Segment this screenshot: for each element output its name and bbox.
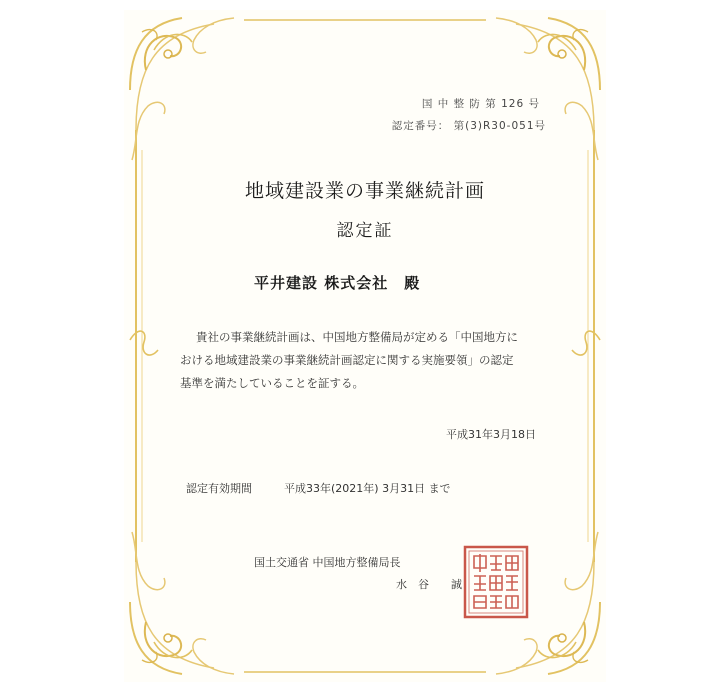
body-line-2: おける地域建設業の事業継続計画認定に関する実施要領」の認定 xyxy=(180,353,514,367)
body-line-3: 基準を満たしていることを証する。 xyxy=(180,376,364,390)
issuer-name: 水 谷 誠 xyxy=(396,578,462,591)
reference-number: 国 中 整 防 第 126 号 xyxy=(421,98,540,110)
certification-number: 認定番号： 第(3)R30-051号 xyxy=(391,120,546,132)
validity-period: 平成33年(2021年) 3月31日 まで xyxy=(284,482,451,495)
issue-date: 平成31年3月18日 xyxy=(446,428,536,441)
certificate xyxy=(124,10,606,682)
certificate-subtitle: 認定証 xyxy=(336,221,394,241)
recipient-name: 平井建設 株式会社 殿 xyxy=(254,274,421,292)
validity-label: 認定有効期間 xyxy=(186,482,252,495)
issuer-organization: 国土交通省 中国地方整備局長 xyxy=(254,556,401,569)
certificate-title: 地域建設業の事業継続計画 xyxy=(244,180,485,202)
official-seal-stamp xyxy=(462,544,530,620)
body-line-1: 貴社の事業継続計画は、中国地方整備局が定める「中国地方に xyxy=(196,330,518,344)
